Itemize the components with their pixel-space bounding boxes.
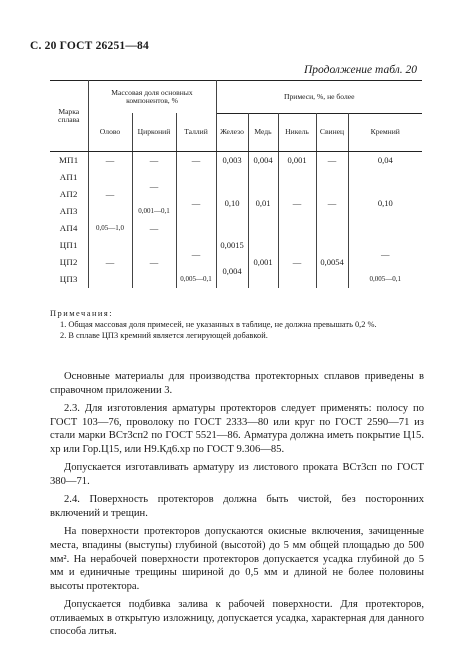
- row-grade: МП1: [50, 152, 88, 170]
- header-nickel: Никель: [278, 113, 316, 152]
- table-continuation-label: Продолжение табл. 20: [304, 64, 417, 76]
- table-cell: —: [132, 169, 176, 203]
- table-cell: —: [132, 237, 176, 288]
- table-cell: 0,0015: [216, 237, 248, 254]
- table-cell: —: [176, 152, 216, 170]
- paragraph: Допускается изготавливать арматуру из листового проката ВСт3сп по ГОСТ 380—71.: [50, 462, 424, 487]
- header-tin: Олово: [88, 113, 132, 152]
- table-cell: —: [278, 169, 316, 237]
- table-cell: 0,004: [216, 254, 248, 288]
- table-cell: 0,001: [278, 152, 316, 170]
- header-lead: Свинец: [316, 113, 348, 152]
- table-cell: —: [381, 248, 390, 259]
- paragraph: Основные материалы для производства протекторных сплавов приведены в справочном приложении 3.: [50, 371, 424, 396]
- header-iron: Железо: [216, 113, 248, 152]
- header-impurities: Примеси, %, не более: [216, 81, 422, 114]
- row-grade: АП2: [50, 186, 88, 203]
- notes-title: Примечания:: [50, 309, 114, 318]
- table-row: [50, 152, 422, 170]
- table-cell: 0,001—0,1: [132, 203, 176, 220]
- header-grade: Марка сплава: [50, 81, 88, 152]
- row-grade: ЦП3: [50, 271, 88, 288]
- table-cell: —: [88, 152, 132, 170]
- row-grade: ЦП1: [50, 237, 88, 254]
- table-cell: 0,005—0,1: [176, 271, 216, 288]
- table-cell: 0,04: [377, 155, 393, 166]
- table-row: [50, 237, 422, 254]
- note-item: 1. Общая массовая доля примесей, не указанных в таблице, не должна превышать 0,2 %.: [60, 319, 377, 329]
- body-text: [50, 370, 424, 644]
- table-cell: —: [132, 220, 176, 237]
- table-cell: 0,05—1,0: [88, 220, 132, 237]
- row-grade: ЦП2: [50, 254, 88, 271]
- table-cell: —: [88, 169, 132, 220]
- table-cell: 0,10: [377, 197, 393, 208]
- header-main-components: Массовая доля основных компонентов, %: [88, 81, 216, 114]
- table-cell: 0,004: [248, 152, 278, 170]
- header-silicon: Кремний: [348, 113, 422, 152]
- table-cell: —: [278, 237, 316, 288]
- paragraph: На поверхности протекторов допускаются окисные включения, зачищенные места, впадины (выступы) глубиной (высотой) до 5 мм общей площадью до 500 мм². На нерабочей поверхности протекторов допускается усадка глубиной до 5 мм и единичные трещины шириной до 0,5 мм и длиной не более половины высоты протектора.: [50, 526, 424, 592]
- page-header: С. 20 ГОСТ 26251—84: [30, 40, 149, 52]
- table-cell: —: [176, 237, 216, 271]
- paragraph: 2.3. Для изготовления арматуры протекторов следует применять: полосу по ГОСТ 103—76, проволоку по ГОСТ 2333—80 или круг по ГОСТ 2590—71 из стали марки ВСт3сп2 по ГОСТ 5521—86. Арматура должна иметь покрытие Ц15. хр или Гор.Ц15, или Н9.Кд6.хр по ГОСТ 9.306—85.: [50, 403, 424, 455]
- row-grade: АП1: [50, 169, 88, 186]
- paragraph: 2.4. Поверхность протекторов должна быть чистой, без посторонних включений и трещин.: [50, 494, 424, 519]
- table-cell: 0,10: [216, 169, 248, 237]
- table-cell: —: [316, 169, 348, 237]
- table-cell: —: [176, 169, 216, 237]
- paragraph: Допускается подбивка залива к рабочей поверхности. Для протекторов, отливаемых в открытую изложницу, допускается усадка, характерная для данного способа литья.: [50, 599, 424, 638]
- header-thallium: Таллий: [176, 113, 216, 152]
- table-cell: 0,001: [248, 237, 278, 288]
- row-grade: АП3: [50, 203, 88, 220]
- table-cell: —: [132, 152, 176, 170]
- alloy-composition-table: [50, 80, 422, 288]
- table-cell: 0,01: [248, 169, 278, 237]
- row-grade: АП4: [50, 220, 88, 237]
- table-notes: [50, 309, 422, 342]
- table-row: [50, 169, 422, 186]
- table-cell: 0,003: [216, 152, 248, 170]
- header-copper: Медь: [248, 113, 278, 152]
- table-cell: 0,005—0,1: [369, 274, 401, 283]
- header-zirconium: Цирконий: [132, 113, 176, 152]
- table-cell: —: [88, 237, 132, 288]
- table-cell: —: [316, 152, 348, 170]
- table-cell: 0,0054: [316, 237, 348, 288]
- note-item: 2. В сплаве ЦП3 кремний является легирующей добавкой.: [60, 330, 268, 340]
